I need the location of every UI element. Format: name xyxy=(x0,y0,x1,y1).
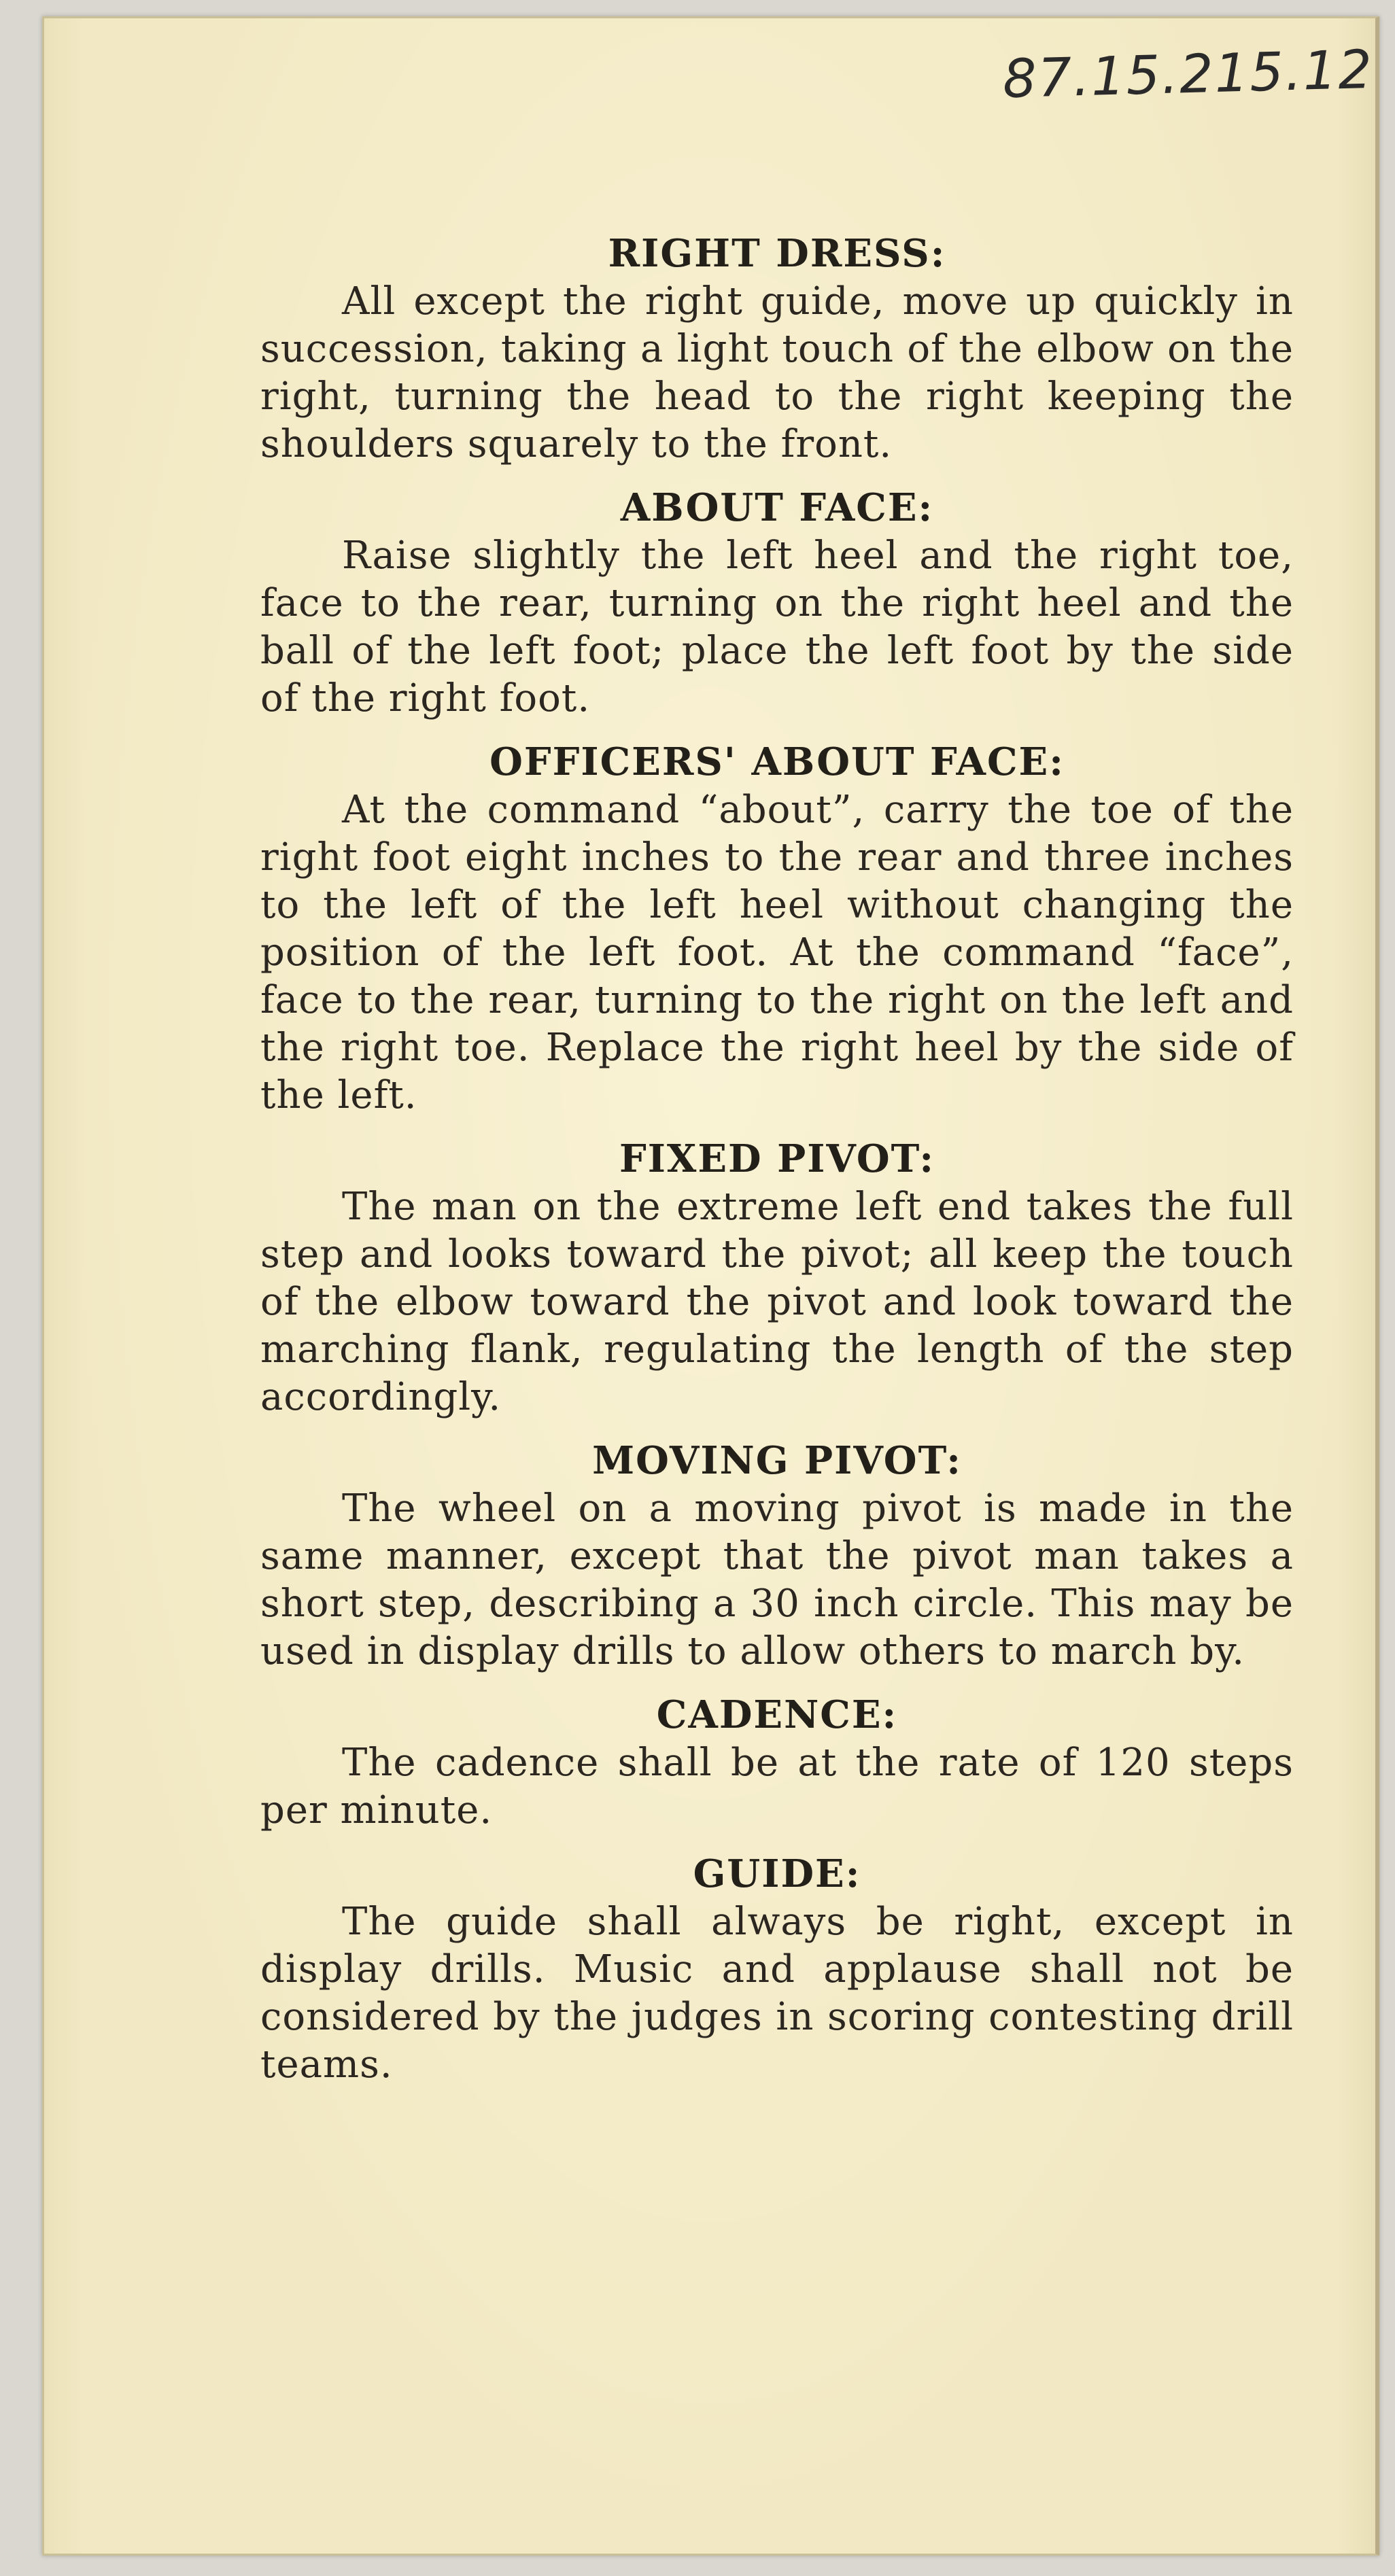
section-text: The guide shall always be right, except in display drills. Music and applause shall not be considered by the judges in scoring contesting drill teams. xyxy=(260,1900,1294,2087)
section-fixed-pivot xyxy=(260,1134,1294,1421)
section-heading: FIXED PIVOT: xyxy=(619,1136,935,1181)
section-heading: GUIDE: xyxy=(693,1851,861,1896)
section-text: All except the right guide, move up quickly in succession, taking a light touch of the elbow on the right, turning the head to the right keeping the shoulders squarely to the front. xyxy=(260,279,1294,466)
section-text: The man on the extreme left end takes the full step and looks toward the pivot; all keep the touch of the elbow toward the pivot and look toward the marching flank, regulating the length of the step accordingly. xyxy=(260,1185,1294,1419)
section-cadence xyxy=(260,1690,1294,1834)
section-text: At the command “about”, carry the toe of the right foot eight inches to the rear and three inches to the left of the left heel without changing the position of the left foot. At the command “face”, face to the rear, turning to the right on the left and the right toe. Replace the right heel by the side of the left. xyxy=(260,788,1294,1117)
section-about-face xyxy=(260,483,1294,723)
section-right-dress xyxy=(260,229,1294,468)
section-heading: CADENCE: xyxy=(656,1692,898,1737)
section-text: The cadence shall be at the rate of 120 steps per minute. xyxy=(260,1741,1294,1832)
section-text: Raise slightly the left heel and the right toe, face to the rear, turning on the right heel and the ball of the left foot; place the left foot by the side of the right foot. xyxy=(260,534,1294,720)
drill-rules-card xyxy=(42,16,1379,2556)
section-guide xyxy=(260,1849,1294,2089)
section-officers-about-face xyxy=(260,737,1294,1119)
section-heading: RIGHT DRESS: xyxy=(608,231,946,276)
catalog-number: 87.15.215.12 xyxy=(1001,39,1375,111)
section-heading: ABOUT FACE: xyxy=(620,485,934,530)
card-content xyxy=(260,229,1294,2104)
section-heading: MOVING PIVOT: xyxy=(592,1438,962,1483)
section-text: The wheel on a moving pivot is made in the same manner, except that the pivot man takes a short step, describing a 30 inch circle. This may be used in display drills to allow others to march by. xyxy=(260,1486,1294,1673)
section-heading: OFFICERS' ABOUT FACE: xyxy=(489,739,1065,784)
section-moving-pivot xyxy=(260,1436,1294,1675)
